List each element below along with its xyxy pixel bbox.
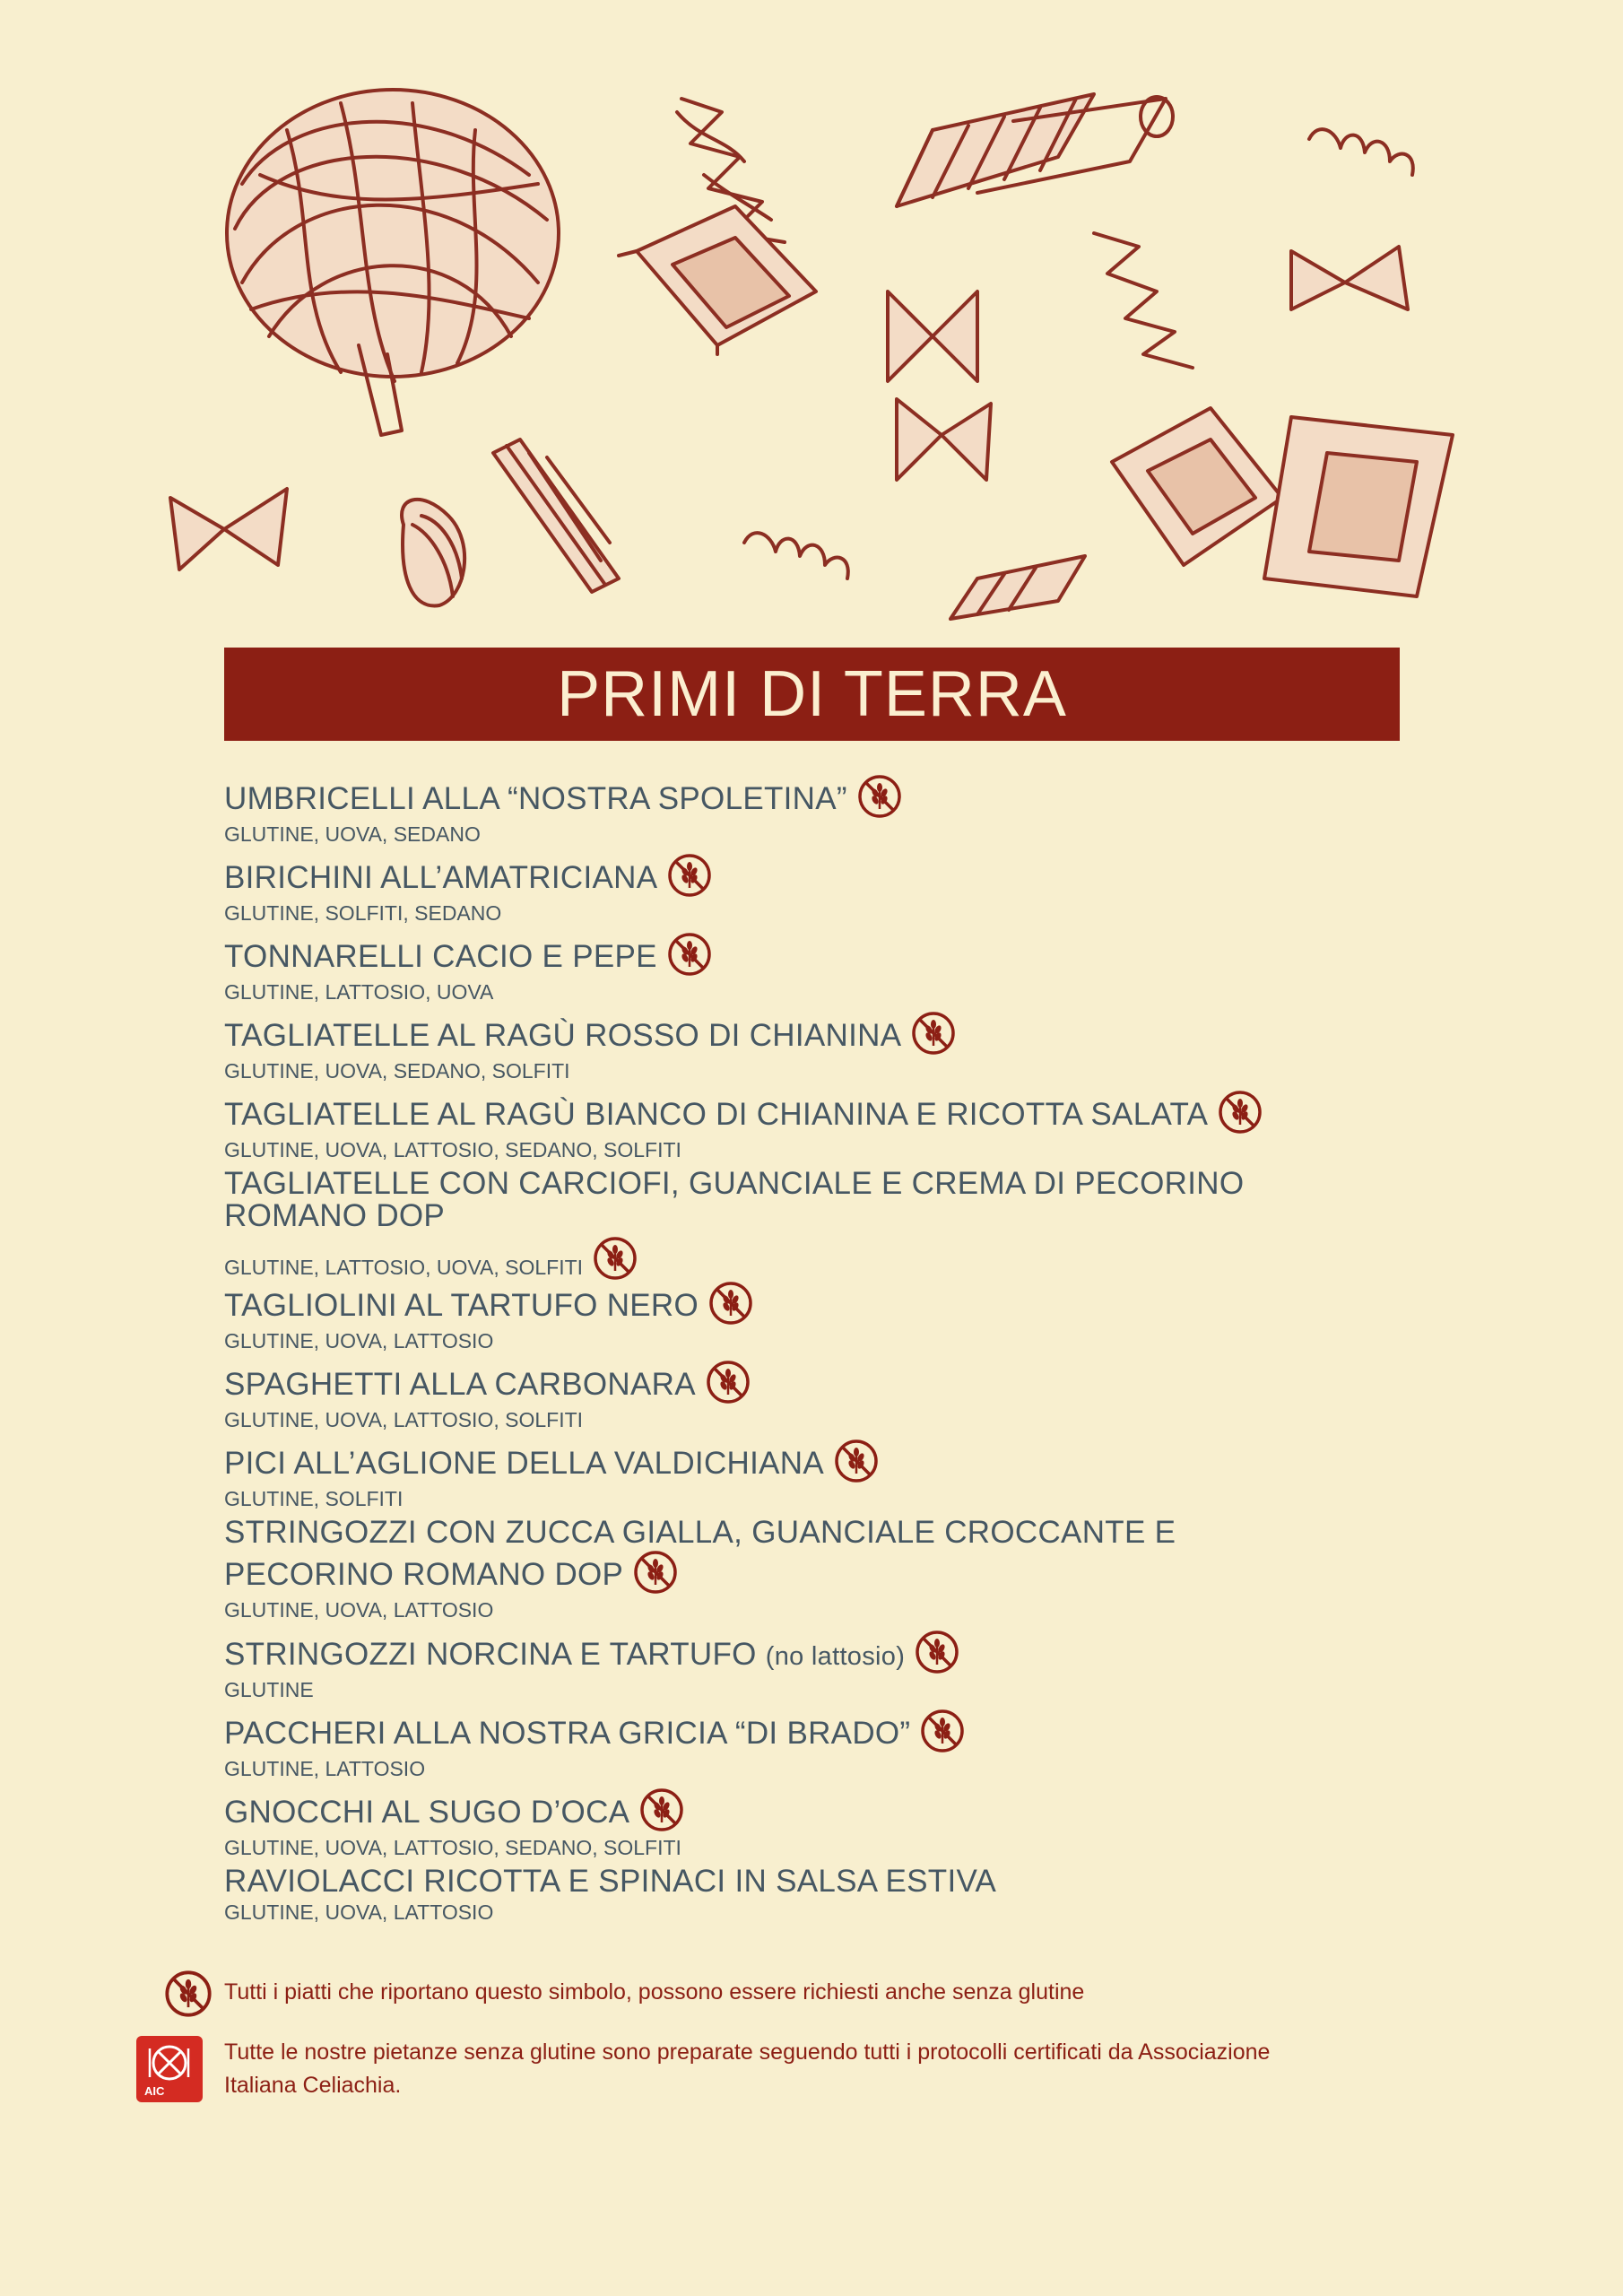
- dish-name: STRINGOZZI CON ZUCCA GIALLA, GUANCIALE CROCCANTE E PECORINO ROMANO DOP: [224, 1517, 1408, 1596]
- dish-allergens: GLUTINE, UOVA, LATTOSIO, SEDANO, SOLFITI: [224, 1836, 681, 1859]
- ravioli-drawing: [619, 206, 816, 354]
- crossed-wheat-icon: [705, 1359, 751, 1405]
- list-item: [224, 931, 1408, 1010]
- penne-drawing: [897, 94, 1173, 206]
- dish-name: TAGLIATELLE AL RAGÙ ROSSO DI CHIANINA: [224, 1010, 1408, 1057]
- dish-name: PACCHERI ALLA NOSTRA GRICIA “DI BRADO”: [224, 1708, 1408, 1754]
- crossed-wheat-icon: [632, 1549, 679, 1596]
- list-item: [224, 1010, 1408, 1089]
- shell-pasta-drawing: [402, 500, 464, 606]
- crossed-wheat-icon: [666, 852, 713, 899]
- dish-name: UMBRICELLI ALLA “NOSTRA SPOLETINA”: [224, 773, 1408, 820]
- list-item: [224, 1866, 1408, 1944]
- list-item: [224, 773, 1408, 852]
- list-item: [224, 1629, 1408, 1708]
- list-item: [224, 1089, 1408, 1168]
- dish-allergens: GLUTINE, SOLFITI: [224, 1487, 404, 1510]
- section-title-banner: [224, 648, 1400, 741]
- dish-name: SPAGHETTI ALLA CARBONARA: [224, 1359, 1408, 1405]
- crossed-wheat-icon: [833, 1438, 880, 1484]
- dish-allergens: GLUTINE, LATTOSIO, UOVA: [224, 980, 494, 1004]
- crossed-wheat-icon: [910, 1010, 957, 1057]
- tagliatelle-nest-drawing: [227, 90, 559, 435]
- list-item: [224, 1438, 1408, 1517]
- dish-name: TAGLIATELLE AL RAGÙ BIANCO DI CHIANINA E RICOTTA SALATA: [224, 1089, 1408, 1135]
- section-title: PRIMI DI TERRA: [557, 658, 1067, 730]
- dish-allergens: GLUTINE, UOVA, SEDANO, SOLFITI: [224, 1059, 570, 1083]
- dish-allergens: GLUTINE: [224, 1678, 314, 1701]
- dish-allergens: GLUTINE, SOLFITI, SEDANO: [224, 901, 502, 925]
- crossed-wheat-icon: [856, 773, 903, 820]
- dish-name: STRINGOZZI NORCINA E TARTUFO (no lattosio): [224, 1629, 1408, 1675]
- dish-name: RAVIOLACCI RICOTTA E SPINACI IN SALSA ESTIVA: [224, 1864, 997, 1899]
- dish-name: TAGLIATELLE CON CARCIOFI, GUANCIALE E CREMA DI PECORINO ROMANO DOP: [224, 1166, 1245, 1233]
- gluten-free-footnote-text: Tutti i piatti che riportano questo simbolo, possono essere richiesti anche senza glutine: [224, 1979, 1085, 2005]
- penne-bottom-drawing: [950, 556, 1085, 619]
- dish-name: TONNARELLI CACIO E PEPE: [224, 931, 1408, 978]
- rigatone-drawing: [493, 439, 619, 592]
- list-item: [224, 1280, 1408, 1359]
- dish-list: [224, 773, 1408, 1944]
- dish-allergens: GLUTINE, UOVA, SEDANO: [224, 822, 481, 846]
- dish-name: GNOCCHI AL SUGO D’OCA: [224, 1787, 1408, 1833]
- dish-allergens: GLUTINE, LATTOSIO, UOVA, SOLFITI: [224, 1235, 1408, 1282]
- dish-name: TAGLIOLINI AL TARTUFO NERO: [224, 1280, 1408, 1326]
- aic-footnote-text: Tutte le nostre pietanze senza glutine sono preparate seguendo tutti i protocolli certificati da Associazione Italiana Celiachia.: [224, 2039, 1271, 2098]
- fusilli-small-drawing: [1309, 129, 1413, 175]
- crossed-wheat-icon: [914, 1629, 960, 1675]
- crossed-wheat-icon: [1217, 1089, 1263, 1135]
- dish-allergens: GLUTINE, LATTOSIO: [224, 1757, 426, 1780]
- crossed-wheat-icon: [666, 931, 713, 978]
- crossed-wheat-icon: [707, 1280, 754, 1326]
- dish-name: BIRICHINI ALL’AMATRICIANA: [224, 852, 1408, 899]
- list-item: [224, 1517, 1408, 1629]
- aic-logo-text: AIC: [144, 2084, 165, 2098]
- crossed-wheat-icon: [919, 1708, 966, 1754]
- crossed-wheat-icon: [638, 1787, 685, 1833]
- pasta-illustration: [152, 76, 1471, 628]
- dish-allergens: GLUTINE, UOVA, LATTOSIO: [224, 1598, 494, 1622]
- list-item: [224, 1708, 1408, 1787]
- list-item: [224, 852, 1408, 931]
- double-ravioli-drawing: [1112, 408, 1453, 596]
- dish-allergens: GLUTINE, UOVA, LATTOSIO: [224, 1900, 494, 1924]
- crossed-wheat-icon: [592, 1235, 638, 1282]
- fusilli-bottom-drawing: [744, 533, 848, 578]
- fusilli-right-drawing: [1094, 233, 1193, 368]
- crossed-wheat-icon: [163, 1969, 213, 2019]
- list-item: [224, 1787, 1408, 1866]
- aic-logo-icon: [136, 2036, 203, 2102]
- dish-note: (no lattosio): [765, 1642, 906, 1671]
- dish-name: PICI ALL’AGLIONE DELLA VALDICHIANA: [224, 1438, 1408, 1484]
- dish-allergens: GLUTINE, UOVA, LATTOSIO: [224, 1329, 494, 1352]
- list-item: [224, 1359, 1408, 1438]
- list-item: [224, 1168, 1408, 1280]
- dish-allergens: GLUTINE, UOVA, LATTOSIO, SEDANO, SOLFITI: [224, 1138, 681, 1161]
- dish-allergens: GLUTINE, UOVA, LATTOSIO, SOLFITI: [224, 1408, 584, 1431]
